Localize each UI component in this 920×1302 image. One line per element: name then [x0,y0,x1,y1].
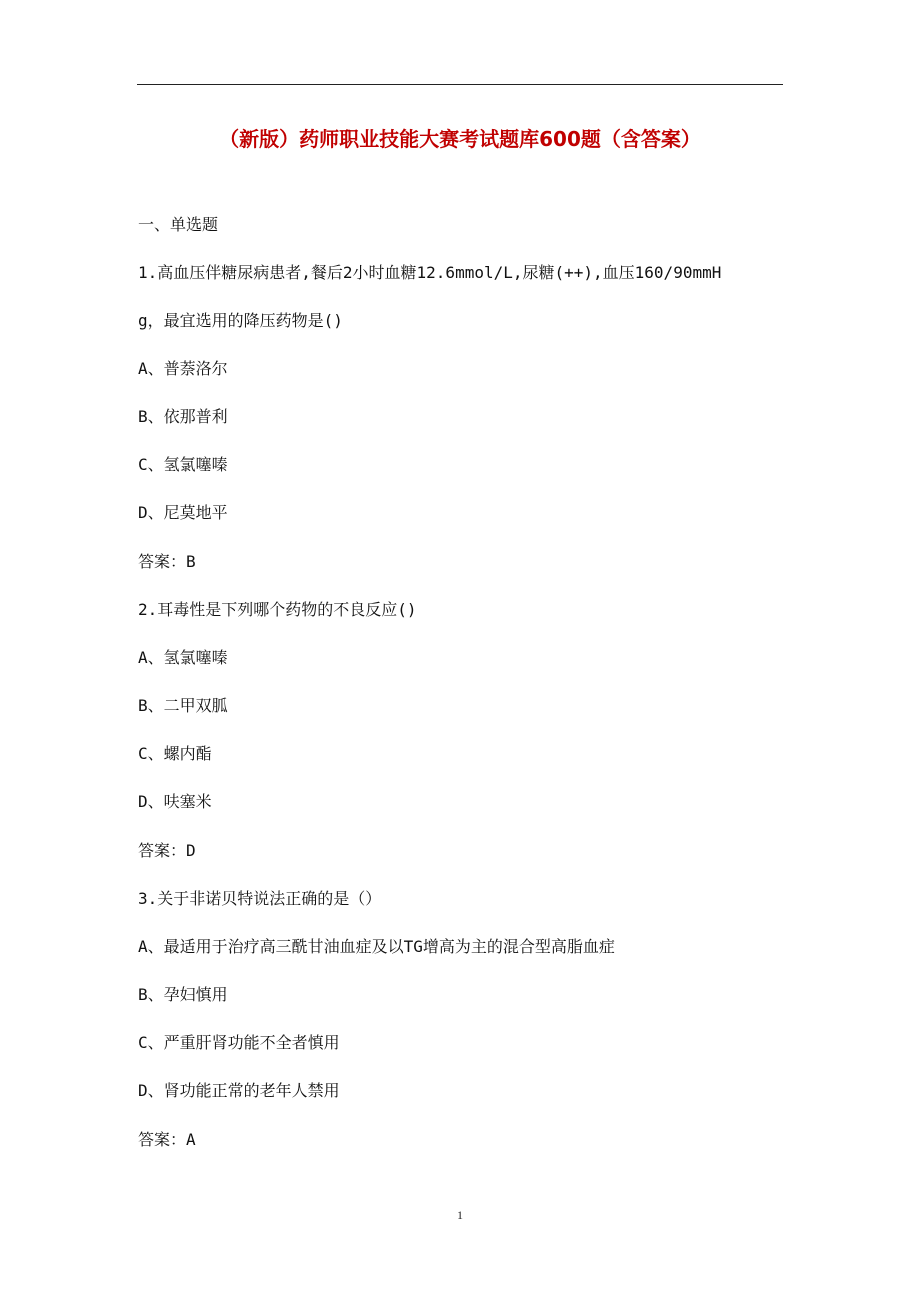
question-3-option-a: A、最适用于治疗高三酰甘油血症及以TG增高为主的混合型高脂血症 [138,937,615,956]
section-heading: 一、单选题 [138,215,219,234]
question-1-option-d: D、尼莫地平 [138,503,228,522]
question-1-stem-line-1: 1.高血压伴糖尿病患者,餐后2小时血糖12.6mmol/L,尿糖(++),血压160/90mmH [138,263,722,282]
question-2-option-b: B、二甲双胍 [138,696,228,715]
question-1-option-b: B、依那普利 [138,407,228,426]
question-3-stem-line-1: 3.关于非诺贝特说法正确的是（） [138,889,382,908]
question-3-option-d: D、肾功能正常的老年人禁用 [138,1081,340,1100]
question-1-option-c: C、氢氯噻嗪 [138,455,228,474]
question-3-option-c: C、严重肝肾功能不全者慎用 [138,1033,340,1052]
question-3-answer: 答案：A [138,1130,196,1149]
question-1-stem-line-2: g，最宜选用的降压药物是() [138,311,343,330]
question-3-option-b: B、孕妇慎用 [138,985,228,1004]
question-2-stem-line-1: 2.耳毒性是下列哪个药物的不良反应() [138,600,417,619]
page-number: 1 [457,1208,463,1222]
question-2-option-d: D、呋塞米 [138,792,212,811]
question-2-option-a: A、氢氯噻嗪 [138,648,228,667]
question-2-option-c: C、螺内酯 [138,744,212,763]
question-1-option-a: A、普萘洛尔 [138,359,228,378]
question-1-answer: 答案：B [138,552,196,571]
question-2-answer: 答案：D [138,841,196,860]
document-title: （新版）药师职业技能大赛考试题库600题（含答案） [219,127,701,151]
header-rule [137,84,783,85]
